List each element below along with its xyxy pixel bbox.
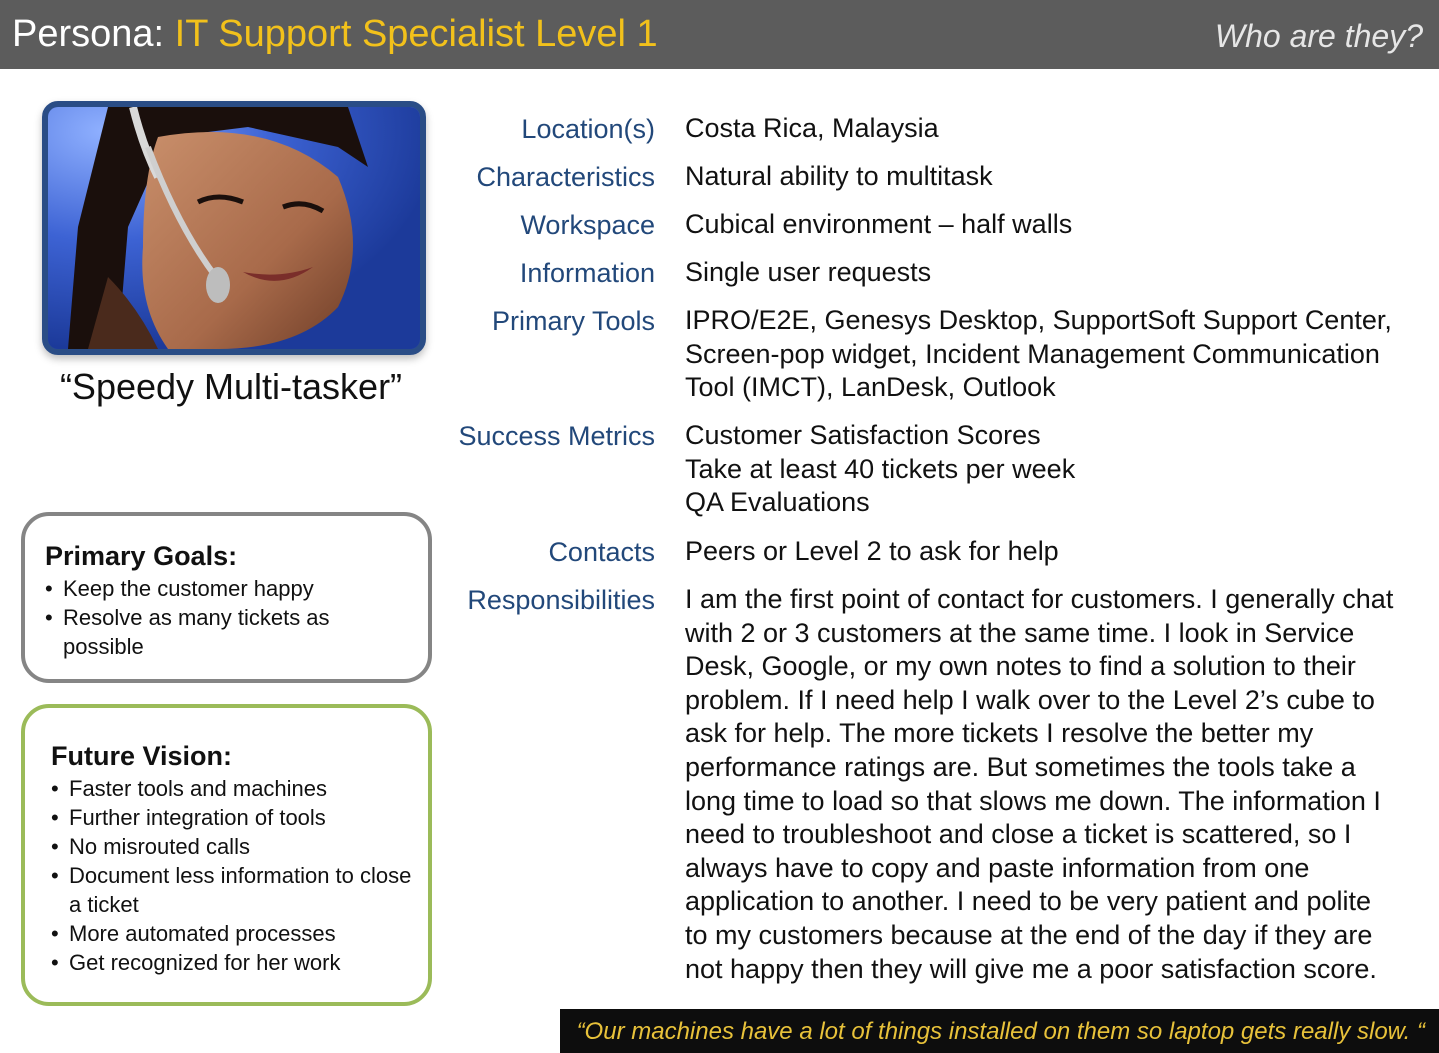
- contacts-label: Contacts: [548, 537, 655, 567]
- page-title: [12, 12, 658, 56]
- value-line: Tool (IMCT), LanDesk, Outlook: [685, 372, 1056, 403]
- value-line: I am the first point of contact for customers. I generally chat: [685, 584, 1394, 614]
- contacts-value: [685, 535, 1425, 569]
- title-prefix: Persona:: [12, 13, 175, 55]
- value-line: Screen-pop widget, Incident Management Communication: [685, 338, 1380, 369]
- value-line: Single user requests: [685, 257, 932, 287]
- responsibilities-label: Responsibilities: [467, 585, 655, 615]
- location-label: Location(s): [521, 114, 655, 144]
- value-line: Peers or Level 2 to ask for help: [685, 536, 1059, 566]
- workspace-value: [685, 208, 1425, 242]
- value-line: problem. If I need help I walk over to the Level 2’s cube to: [685, 684, 1375, 715]
- future-vision-list: [51, 774, 421, 977]
- value-line: Desk, Google, or my own notes to find a solution to their: [685, 651, 1356, 682]
- list-item: • Get recognized for her work: [51, 948, 421, 977]
- information-value: [685, 256, 1425, 290]
- success-metrics-label: Success Metrics: [458, 421, 655, 451]
- list-item: • Resolve as many tickets as possible: [45, 603, 415, 661]
- list-item: • No misrouted calls: [51, 832, 421, 861]
- list-item: • Faster tools and machines: [51, 774, 421, 803]
- location-value: [685, 112, 1425, 146]
- future-vision-heading: Future Vision:: [51, 741, 233, 771]
- value-line: performance ratings are. But sometimes the tools take a: [685, 751, 1356, 782]
- responsibilities-value: [685, 583, 1425, 986]
- information-label: Information: [519, 258, 655, 288]
- footer-quote-bar: [560, 1009, 1439, 1053]
- workspace-label: Workspace: [520, 210, 655, 240]
- primary-tools-label: Primary Tools: [491, 306, 655, 336]
- list-item: • Document less information to close a ticket: [51, 861, 421, 919]
- persona-quote: “Speedy Multi-tasker”: [59, 366, 403, 407]
- value-line: Natural ability to multitask: [685, 161, 993, 191]
- list-item: • Keep the customer happy: [45, 574, 415, 603]
- footer-quote-text: “Our machines have a lot of things installed on them so laptop gets really slow. “: [576, 1018, 1425, 1045]
- characteristics-value: [685, 160, 1425, 194]
- value-line: not happy then they will give me a poor satisfaction score.: [685, 953, 1377, 984]
- characteristics-label: Characteristics: [476, 162, 655, 192]
- list-item: • Further integration of tools: [51, 803, 421, 832]
- primary-goals-heading: Primary Goals:: [45, 541, 238, 571]
- value-line: application to another. I need to be very patient and polite: [685, 886, 1371, 917]
- value-line: ask for help. The more tickets I resolve the better my: [685, 718, 1314, 749]
- value-line: Take at least 40 tickets per week: [685, 453, 1076, 484]
- value-line: long time to load so that slows me down. The information I: [685, 785, 1381, 816]
- list-item: • More automated processes: [51, 919, 421, 948]
- value-line: QA Evaluations: [685, 487, 870, 518]
- section-tag: Who are they?: [1214, 18, 1423, 54]
- value-line: Customer Satisfaction Scores: [685, 420, 1041, 450]
- value-line: with 2 or 3 customers at the same time. I look in Service: [685, 617, 1355, 648]
- future-vision-card: [21, 704, 432, 1006]
- value-line: Cubical environment – half walls: [685, 209, 1073, 239]
- header-bar: [0, 0, 1439, 69]
- value-line: to my customers because at the end of the day if they are: [685, 919, 1373, 950]
- value-line: Costa Rica, Malaysia: [685, 113, 939, 143]
- value-line: always have to copy and paste information from one: [685, 852, 1310, 883]
- persona-title: IT Support Specialist Level 1: [174, 13, 658, 55]
- success-metrics-value: [685, 419, 1425, 520]
- value-line: IPRO/E2E, Genesys Desktop, SupportSoft Support Center,: [685, 305, 1392, 335]
- primary-tools-value: [685, 304, 1425, 405]
- value-line: need to troubleshoot and close a ticket is scattered, so I: [685, 819, 1352, 850]
